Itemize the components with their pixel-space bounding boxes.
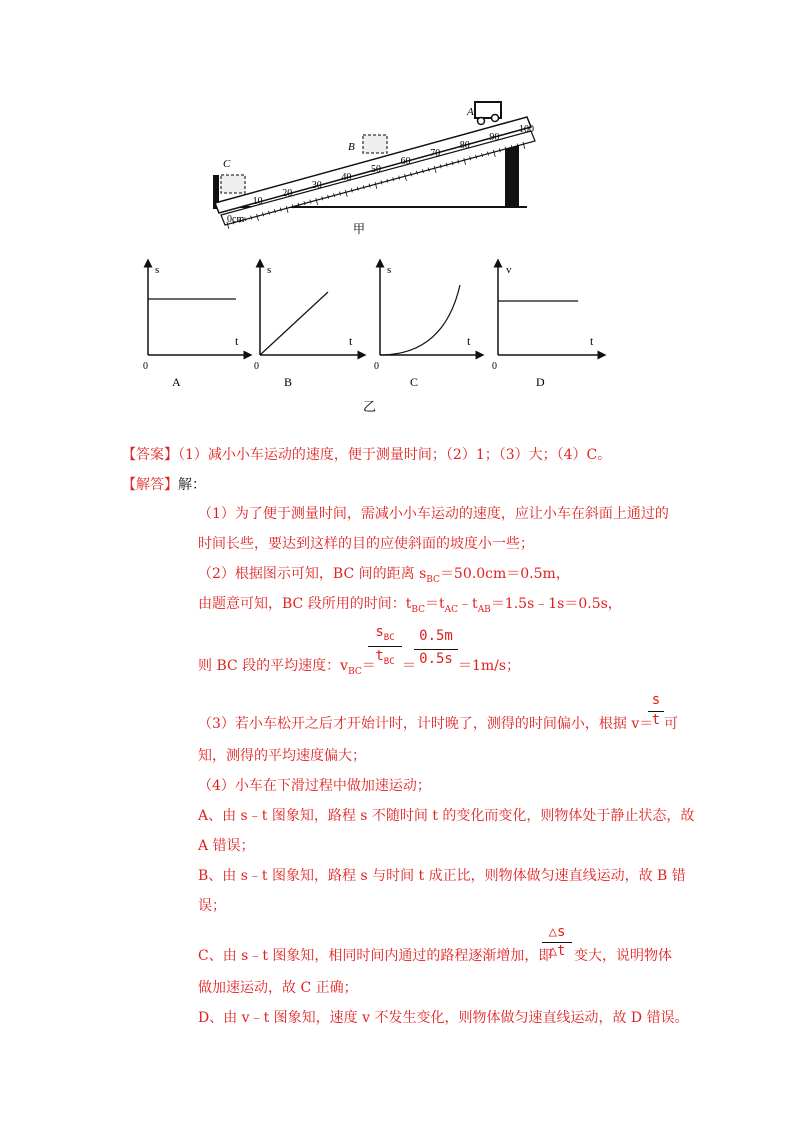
solution-line-12: 误； xyxy=(198,898,226,914)
fraction-1-denominator: $t_{BC}$ xyxy=(375,648,395,667)
solution-intro: 解： xyxy=(178,477,206,493)
solution-line-10: A 错误； xyxy=(198,838,255,854)
fraction-3-denominator: t xyxy=(651,712,661,728)
svg-text:s: s xyxy=(387,264,392,276)
fraction-1-bar xyxy=(368,646,402,647)
figure-jia-caption: 甲 xyxy=(353,222,366,236)
solution-line-5-prefix: 则 BC 段的平均速度：$v_{BC}=$ xyxy=(198,658,376,677)
point-a-label: A xyxy=(467,106,474,118)
svg-text:0: 0 xyxy=(374,361,379,372)
fraction-4-denominator: △t xyxy=(548,943,566,959)
ruler-label: 30 xyxy=(311,180,322,191)
fraction-2-bar xyxy=(414,649,458,650)
solution-line-4: 由题意可知，BC 段所用的时间：$t_{BC}=t_{AC}﹣t_{AB}=1.5s﹣1s=0.5s$， xyxy=(198,596,622,615)
solution-line-8: （4）小车在下滑过程中做加速运动； xyxy=(198,778,431,794)
ruler-label: 10 xyxy=(252,196,263,207)
solution-heading xyxy=(122,474,206,494)
ruler-label: 0cm xyxy=(227,214,245,225)
solution-line-9: A、由 s﹣t 图象知，路程 s 不随时间 t 的变化而变化，则物体处于静止状态，故 xyxy=(198,808,695,824)
answer-text: （1）减小小车运动的速度，便于测量时间；（2）1；（3）大；（4）C。 xyxy=(178,447,612,463)
svg-text:C: C xyxy=(410,375,419,389)
point-b-label: B xyxy=(348,141,355,153)
solution-line-7: 知，测得的平均速度偏大； xyxy=(198,748,366,764)
svg-text:A: A xyxy=(172,375,181,389)
solution-tag: 【解答】 xyxy=(122,477,178,493)
svg-text:t: t xyxy=(349,334,353,348)
solution-line-6-tail: 可 xyxy=(664,716,678,732)
point-c-label: C xyxy=(223,158,231,170)
svg-text:s: s xyxy=(267,264,272,276)
fraction-2-numerator: 0.5m xyxy=(419,628,453,644)
cart-a xyxy=(475,102,501,125)
solution-line-1: （1）为了便于测量时间，需减小小车运动的速度，应让小车在斜面上通过的 xyxy=(198,506,669,522)
fraction-1-numerator: $s_{BC}$ xyxy=(375,624,395,643)
solution-line-2: 时间长些，要达到这样的目的应使斜面的坡度小一些； xyxy=(198,536,534,552)
svg-text:t: t xyxy=(590,334,594,348)
svg-text:0: 0 xyxy=(143,361,148,372)
ruler-label: 20 xyxy=(282,188,293,199)
ruler-label: 60 xyxy=(400,156,411,167)
ruler-label: 100 xyxy=(519,124,534,135)
graph-c xyxy=(374,263,480,389)
cart-c-dashed xyxy=(221,175,245,193)
svg-text:s: s xyxy=(155,264,160,276)
solution-line-15: D、由 v﹣t 图象知，速度 v 不发生变化，则物体做匀速直线运动，故 D 错误。 xyxy=(198,1010,689,1026)
solution-line-13: C、由 s﹣t 图象知，相同时间内通过的路程逐渐增加，即 xyxy=(198,948,553,964)
solution-line-5-tail: ＝1m/s； xyxy=(458,658,521,674)
graphs-figure xyxy=(138,255,618,415)
fraction-3-numerator: s xyxy=(651,692,661,708)
svg-text:v: v xyxy=(506,264,512,276)
fraction-2-denominator: 0.5s xyxy=(419,651,453,667)
cart-b-dashed xyxy=(363,135,387,153)
answer-line xyxy=(122,444,611,464)
svg-text:t: t xyxy=(235,334,239,348)
ruler-label: 80 xyxy=(459,140,470,151)
svg-text:B: B xyxy=(284,375,293,389)
solution-line-3: （2）根据图示可知，BC 间的距离 $s_{BC}=50.0cm=0.5m$， xyxy=(198,566,570,585)
svg-text:D: D xyxy=(536,375,545,389)
graph-b xyxy=(254,263,362,389)
svg-text:0: 0 xyxy=(492,361,497,372)
incline-figure xyxy=(205,95,545,240)
ruler-label: 90 xyxy=(489,132,500,143)
ruler-label: 50 xyxy=(371,164,381,175)
solution-line-14: 做加速运动，故 C 正确； xyxy=(198,980,358,996)
graph-d xyxy=(492,263,602,389)
equals-2: ＝ xyxy=(402,658,416,674)
graph-a xyxy=(143,263,248,389)
ruler-label: 40 xyxy=(341,172,352,183)
solution-line-6: （3）若小车松开之后才开始计时，计时晚了，测得的时间偏小，根据 v＝ xyxy=(198,716,654,732)
svg-text:0: 0 xyxy=(254,361,259,372)
fraction-4-numerator: △s xyxy=(548,924,566,940)
solution-line-13-tail: 变大，说明物体 xyxy=(574,948,672,964)
ruler-label: 70 xyxy=(430,148,441,159)
svg-text:t: t xyxy=(467,334,471,348)
figure-yi-caption: 乙 xyxy=(363,399,377,414)
answer-tag: 【答案】 xyxy=(122,447,178,463)
solution-line-11: B、由 s﹣t 图象知，路程 s 与时间 t 成正比，则物体做匀速直线运动，故 B 错 xyxy=(198,868,686,884)
